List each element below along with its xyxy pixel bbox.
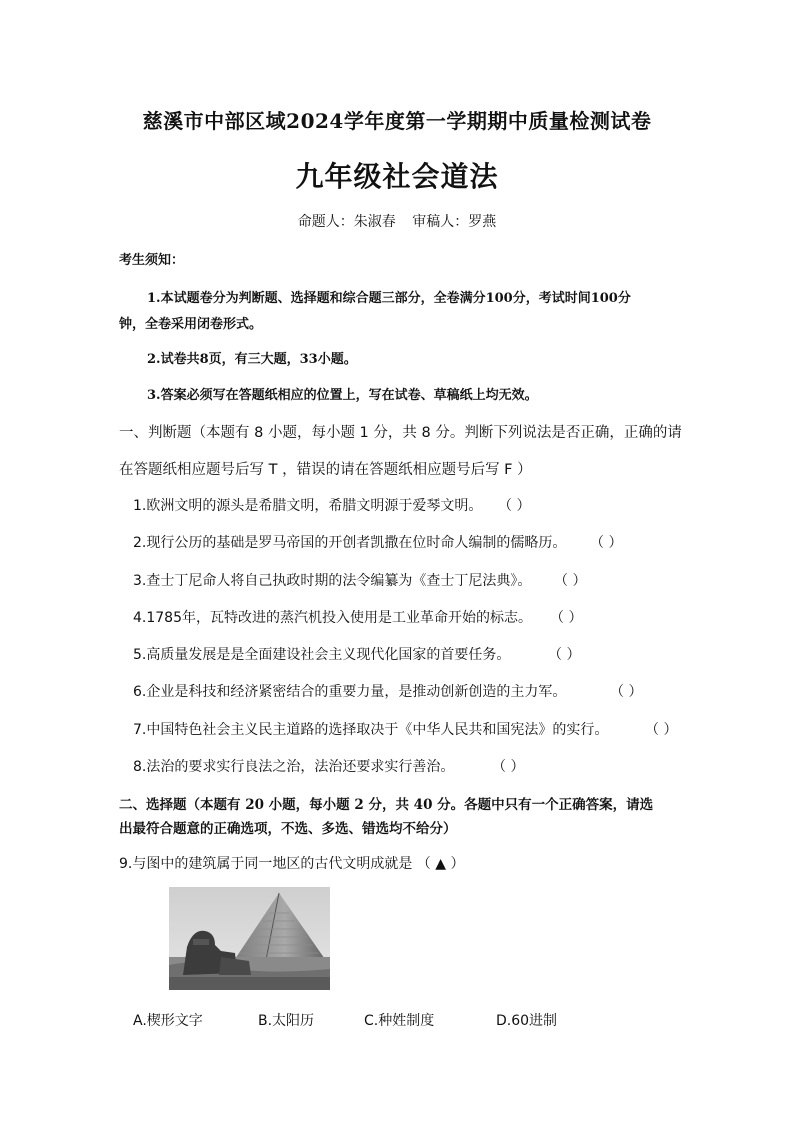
notice-item-1-line-2: 钟，全卷采用闭卷形式。: [119, 317, 263, 332]
option-c: C.种姓制度: [364, 1013, 435, 1029]
answer-paren-1: （ ）: [498, 498, 531, 514]
notice-heading: 考生须知：: [119, 253, 185, 268]
notice-item-2: 2.试卷共8页，有三大题，33小题。: [147, 352, 357, 367]
section1-heading-line-2: 在答题纸相应题号后写 T ，错误的请在答题纸相应题号后写 F ）: [119, 462, 532, 478]
question-9: 9.与图中的建筑属于同一地区的古代文明成就是 （ ▲ ）: [119, 856, 465, 872]
option-d: D.60进制: [496, 1013, 558, 1029]
question-6: 6.企业是科技和经济紧密结合的重要力量，是推动创新创造的主力军。: [133, 684, 567, 700]
notice-item-1-line-1: 1.本试题卷分为判断题、选择题和综合题三部分，全卷满分100分，考试时间100分: [147, 291, 631, 306]
answer-paren-4: （ ）: [550, 610, 583, 626]
question-5: 5.高质量发展是是全面建设社会主义现代化国家的首要任务。: [133, 647, 511, 663]
answer-paren-2: （ ）: [590, 535, 623, 551]
notice-item-3: 3.答案必须写在答题纸相应的位置上，写在试卷、草稿纸上均无效。: [147, 388, 538, 403]
answer-paren-6: （ ）: [610, 684, 643, 700]
section1-heading-line-1: 一、判断题（本题有 8 小题，每小题 1 分，共 8 分。判断下列说法是否正确，正确的请: [119, 425, 682, 441]
section2-heading-line-1: 二、选择题（本题有 20 小题，每小题 2 分，共 40 分。各题中只有一个正确答案，请选: [119, 797, 654, 813]
pyramid-sphinx-photo: [169, 887, 330, 990]
question-8: 8.法治的要求实行良法之治，法治还要求实行善治。: [133, 759, 455, 775]
exam-subtitle: 九年级社会道法: [295, 160, 499, 193]
question-7: 7.中国特色社会主义民主道路的选择取决于《中华人民共和国宪法》的实行。: [133, 722, 609, 738]
answer-paren-8: （ ）: [492, 759, 525, 775]
question-3: 3.查士丁尼命人将自己执政时期的法令编纂为《查士丁尼法典》。: [133, 573, 532, 589]
answer-paren-3: （ ）: [554, 573, 587, 589]
question-2: 2.现行公历的基础是罗马帝国的开创者凯撒在位时命人编制的儒略历。: [133, 535, 567, 551]
answer-paren-5: （ ）: [548, 647, 581, 663]
author-line: [0, 211, 794, 231]
exam-title: 慈溪市中部区域2024学年度第一学期期中质量检测试卷: [142, 109, 652, 133]
option-b: B.太阳历: [258, 1013, 315, 1029]
proposer: 命题人：朱淑春: [297, 214, 396, 230]
question-1: 1.欧洲文明的源头是希腊文明，希腊文明源于爱琴文明。: [133, 498, 483, 514]
section2-heading-line-2: 出最符合题意的正确选项，不选、多选、错选均不给分）: [119, 821, 457, 837]
answer-paren-7: （ ）: [645, 722, 678, 738]
option-a: A.楔形文字: [133, 1013, 203, 1029]
reviewer: 审稿人：罗燕: [412, 214, 497, 230]
question-4: 4.1785年，瓦特改进的蒸汽机投入使用是工业革命开始的标志。: [133, 610, 532, 626]
